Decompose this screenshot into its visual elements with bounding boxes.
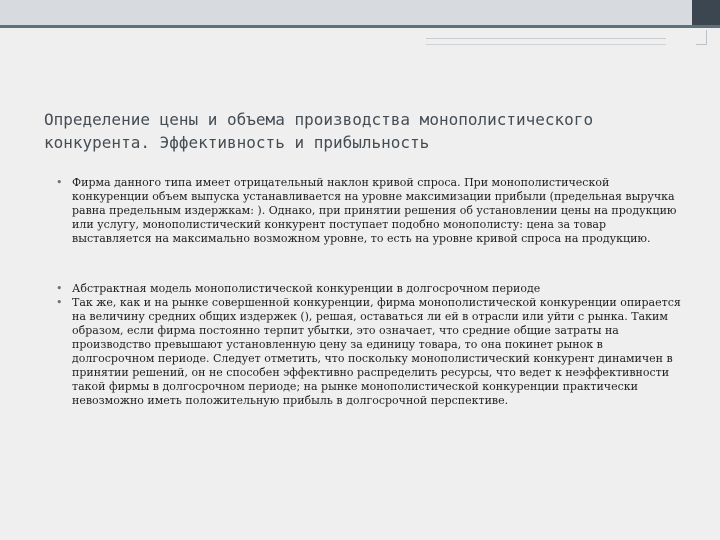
bullet-text: Абстрактная модель монополистической конкуренции в долгосрочном периоде [72, 282, 541, 295]
decorative-corner [696, 30, 707, 45]
top-bar-dark-block [692, 0, 720, 25]
decorative-line [426, 44, 666, 45]
bullet-item [56, 282, 688, 296]
slide-content [56, 176, 688, 408]
bullet-item [56, 296, 688, 408]
slide-title: Определение цены и объема производства монополистического конкурента. Эффективность и прибыльность [44, 110, 594, 152]
top-bar-accent-line [0, 25, 720, 28]
bullet-icon: • [56, 282, 63, 295]
bullet-icon: • [56, 296, 63, 309]
bullet-item [56, 176, 688, 246]
paragraph-spacer [56, 246, 688, 282]
bullet-text: Фирма данного типа имеет отрицательный наклон кривой спроса. При монополистической конкуренции объем выпуска устанавливается на уровне максимизации прибыли (предельная выручка равна предельным издержкам: ). Однако, при принятии решения об установлении цены на продукцию или услугу, монополистический конкурент поступает подобно монополисту: цена за товар выставляется на максимально возможном уровне, то есть на уровне кривой спроса на продукцию. [72, 176, 677, 245]
bullet-icon: • [56, 176, 63, 189]
bullet-text: Так же, как и на рынке совершенной конкуренции, фирма монополистической конкуренции опирается на величину средних общих издержек (), решая, оставаться ли ей в отрасли или уйти с рынка. Таким образом, если фирма постоянно терпит убытки, это означает, что средние общие затраты на производство превышают установленную цену за единицу товара, то она покинет рынок в долгосрочном периоде. Следует отметить, что поскольку монополистический конкурент динамичен в принятии решений, он не способен эффективно распределить ресурсы, что ведет к неэффективности такой фирмы в долгосрочном периоде; на рынке монополистической конкуренции практически невозможно иметь положительную прибыль в долгосрочной перспективе. [72, 296, 681, 407]
top-bar [0, 0, 720, 25]
decorative-line [426, 38, 666, 39]
